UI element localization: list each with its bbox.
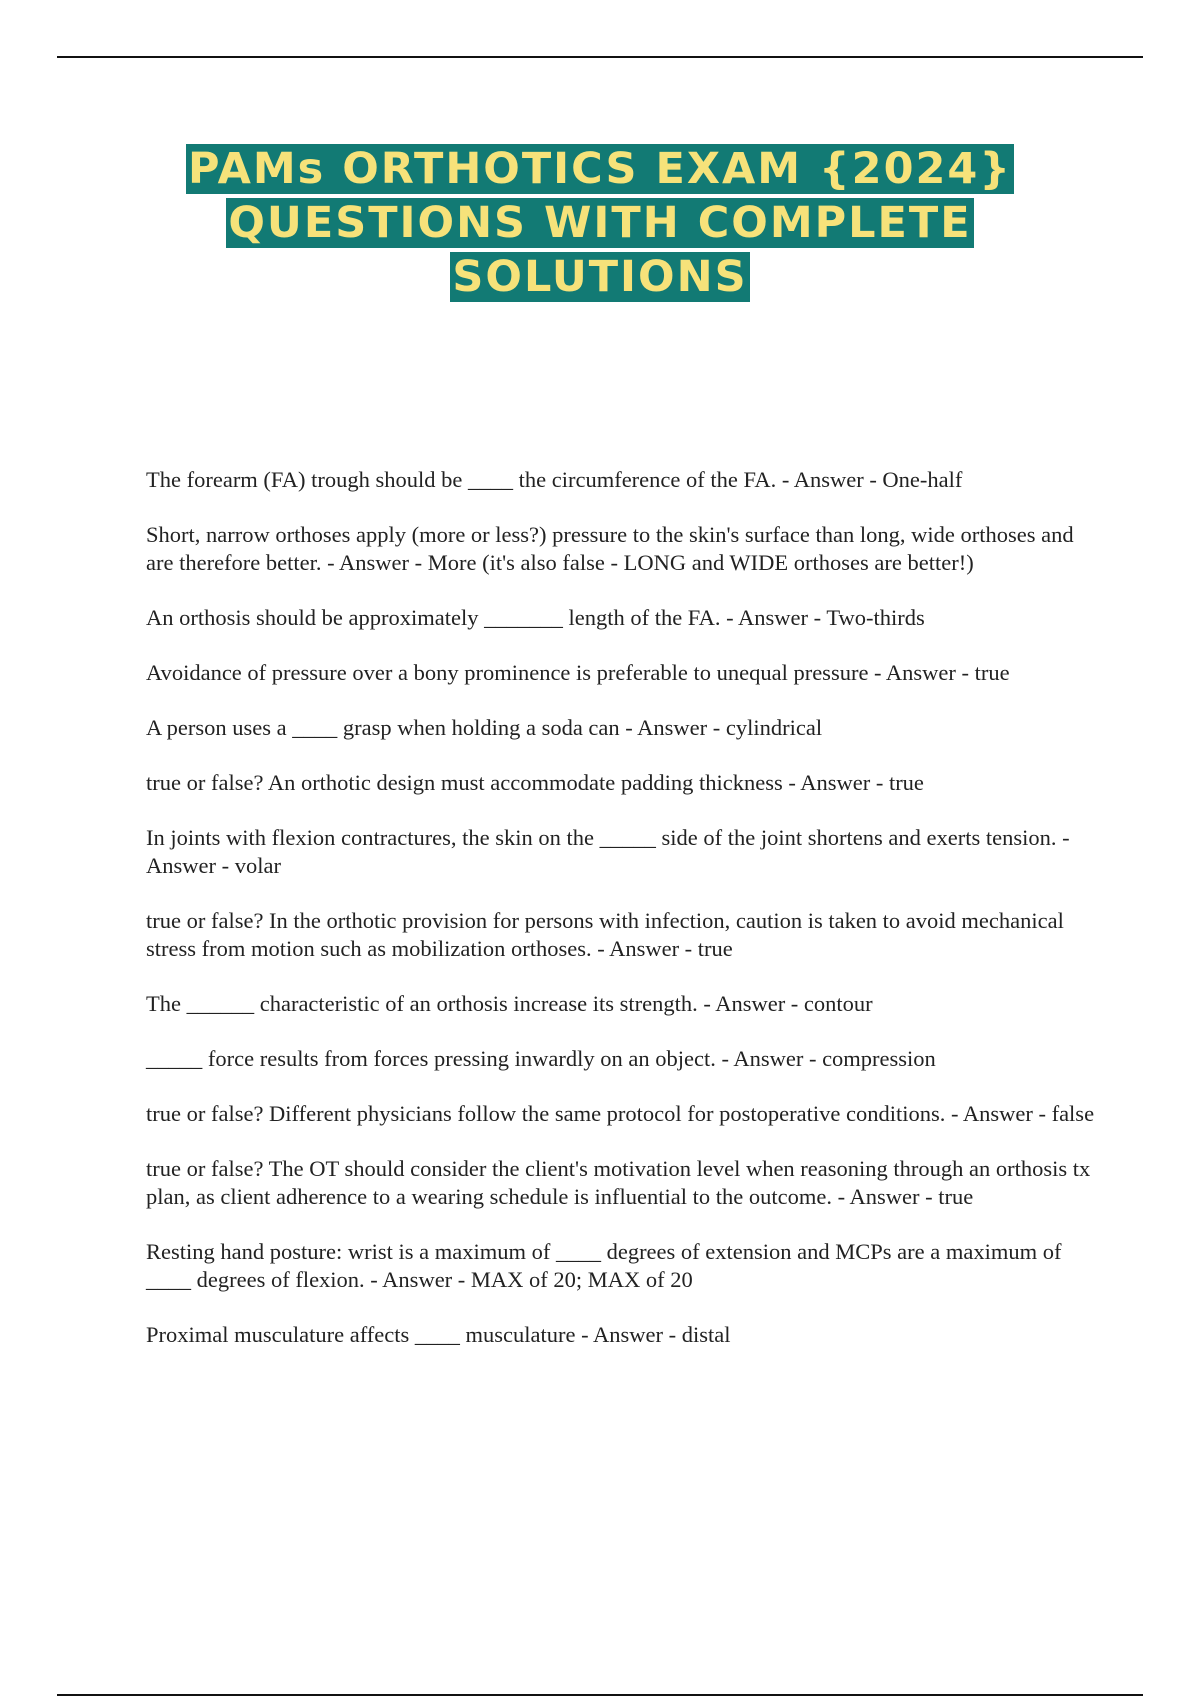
qa-item: Avoidance of pressure over a bony prominence is preferable to unequal pressure - Answer - true <box>146 660 1010 685</box>
bottom-rule <box>57 1694 1143 1696</box>
document-title-text: PAMs ORTHOTICS EXAM {2024} QUESTIONS WITH COMPLETE SOLUTIONS <box>188 144 1012 302</box>
top-rule <box>57 56 1143 58</box>
qa-item: The ______ characteristic of an orthosis increase its strength. - Answer - contour <box>146 991 873 1016</box>
qa-item: The forearm (FA) trough should be ____ the circumference of the FA. - Answer - One-half <box>146 467 963 492</box>
document-title <box>100 142 1100 304</box>
qa-item: true or false? In the orthotic provision for persons with infection, caution is taken to avoid mechanical stress from motion such as mobilization orthoses. - Answer - true <box>146 908 1064 961</box>
qa-item: true or false? The OT should consider the client's motivation level when reasoning through an orthosis tx plan, as client adherence to a wearing schedule is influential to the outcome. - Answer - true <box>146 1156 1091 1209</box>
qa-list <box>146 466 1101 1376</box>
qa-item: true or false? Different physicians follow the same protocol for postoperative conditions. - Answer - false <box>146 1101 1095 1126</box>
qa-item: A person uses a ____ grasp when holding a soda can - Answer - cylindrical <box>146 715 823 740</box>
qa-item: An orthosis should be approximately _______ length of the FA. - Answer - Two-thirds <box>146 605 925 630</box>
qa-item: true or false? An orthotic design must accommodate padding thickness - Answer - true <box>146 770 924 795</box>
qa-item: Short, narrow orthoses apply (more or less?) pressure to the skin's surface than long, wide orthoses and are therefore better. - Answer - More (it's also false - LONG and WIDE orthoses are better!) <box>146 522 1074 575</box>
qa-item: _____ force results from forces pressing inwardly on an object. - Answer - compression <box>146 1046 936 1071</box>
qa-item: In joints with flexion contractures, the skin on the _____ side of the joint shortens and exerts tension. - Answer - volar <box>146 825 1070 878</box>
qa-item: Proximal musculature affects ____ musculature - Answer - distal <box>146 1322 731 1347</box>
qa-item: Resting hand posture: wrist is a maximum of ____ degrees of extension and MCPs are a maximum of ____ degrees of flexion. - Answer - MAX of 20; MAX of 20 <box>146 1239 1062 1292</box>
